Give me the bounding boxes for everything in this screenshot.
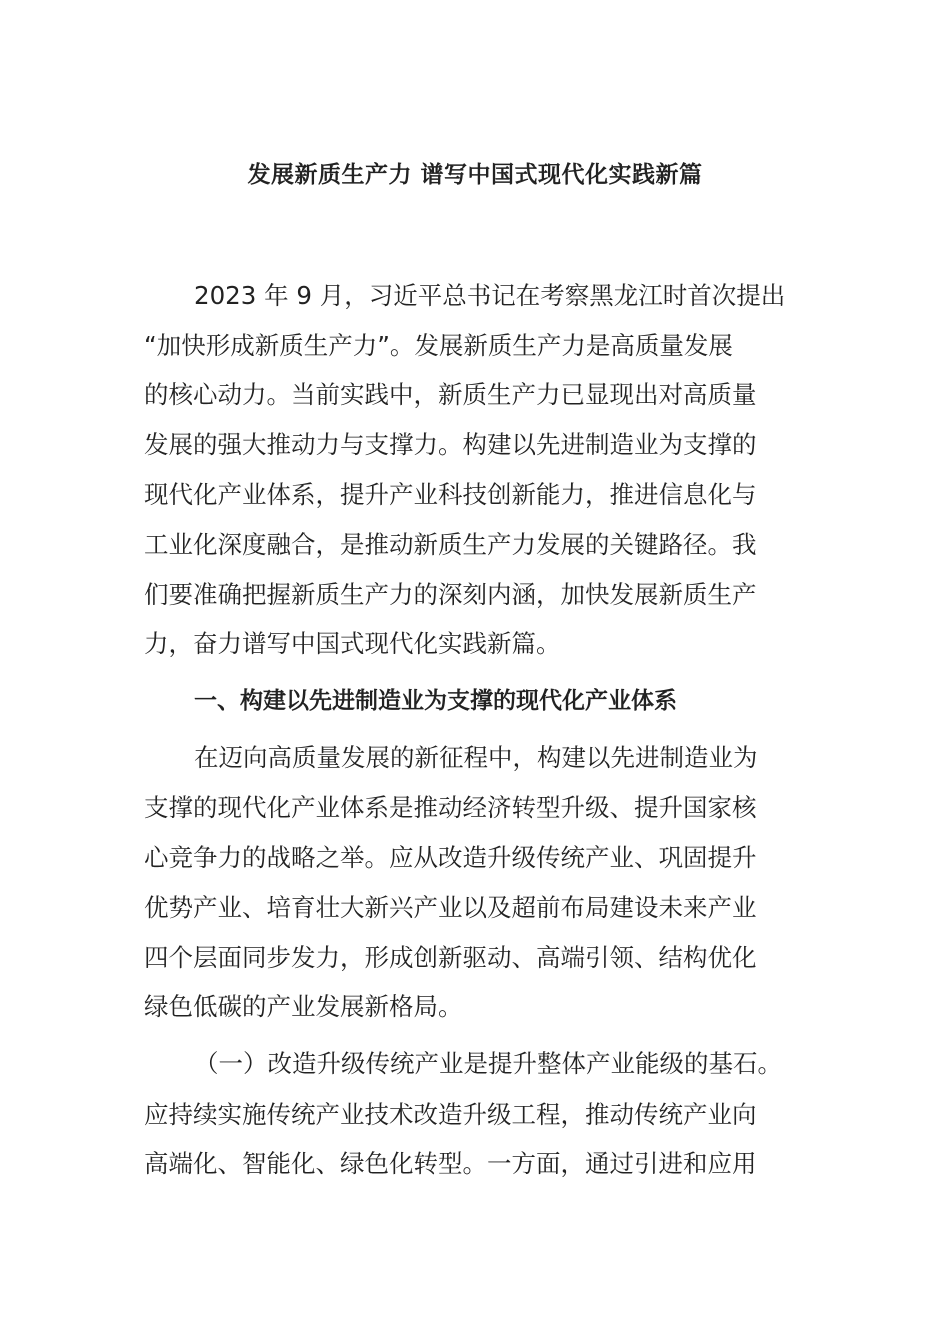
paragraph-line: “加快形成新质生产力”。发展新质生产力是高质量发展 [144,331,733,360]
paragraph-line: 的核心动力。当前实践中，新质生产力已显现出对高质量 [144,380,757,409]
paragraph-line: 工业化深度融合，是推动新质生产力发展的关键路径。我 [144,530,757,559]
paragraph-line: 心竞争力的战略之举。应从改造升级传统产业、巩固提升 [144,843,757,872]
paragraph-line: 力，奋力谱写中国式现代化实践新篇。 [144,629,561,658]
paragraph-line: 高端化、智能化、绿色化转型。一方面，通过引进和应用 [144,1149,757,1178]
subsection-heading-line: （一）改造升级传统产业是提升整体产业能级的基石。 [194,1049,782,1078]
paragraph-line: 绿色低碳的产业发展新格局。 [144,992,463,1021]
paragraph-line: 四个层面同步发力，形成创新驱动、高端引领、结构优化 [144,943,757,972]
paragraph-line: 在迈向高质量发展的新征程中，构建以先进制造业为 [194,743,758,772]
paragraph-line: 现代化产业体系，提升产业科技创新能力，推进信息化与 [144,480,757,509]
paragraph-line: 应持续实施传统产业技术改造升级工程，推动传统产业向 [144,1100,757,1129]
paragraph-line: 支撑的现代化产业体系是推动经济转型升级、提升国家核 [144,793,757,822]
paragraph-line: 优势产业、培育壮大新兴产业以及超前布局建设未来产业 [144,893,757,922]
paragraph-line: 发展的强大推动力与支撑力。构建以先进制造业为支撑的 [144,430,757,459]
document-title: 发展新质生产力 谱写中国式现代化实践新篇 [247,162,703,188]
section-heading: 一、构建以先进制造业为支撑的现代化产业体系 [194,688,677,714]
paragraph-line: 2023 年 9 月，习近平总书记在考察黑龙江时首次提出 [194,281,786,310]
paragraph-line: 们要准确把握新质生产力的深刻内涵，加快发展新质生产 [144,580,757,609]
